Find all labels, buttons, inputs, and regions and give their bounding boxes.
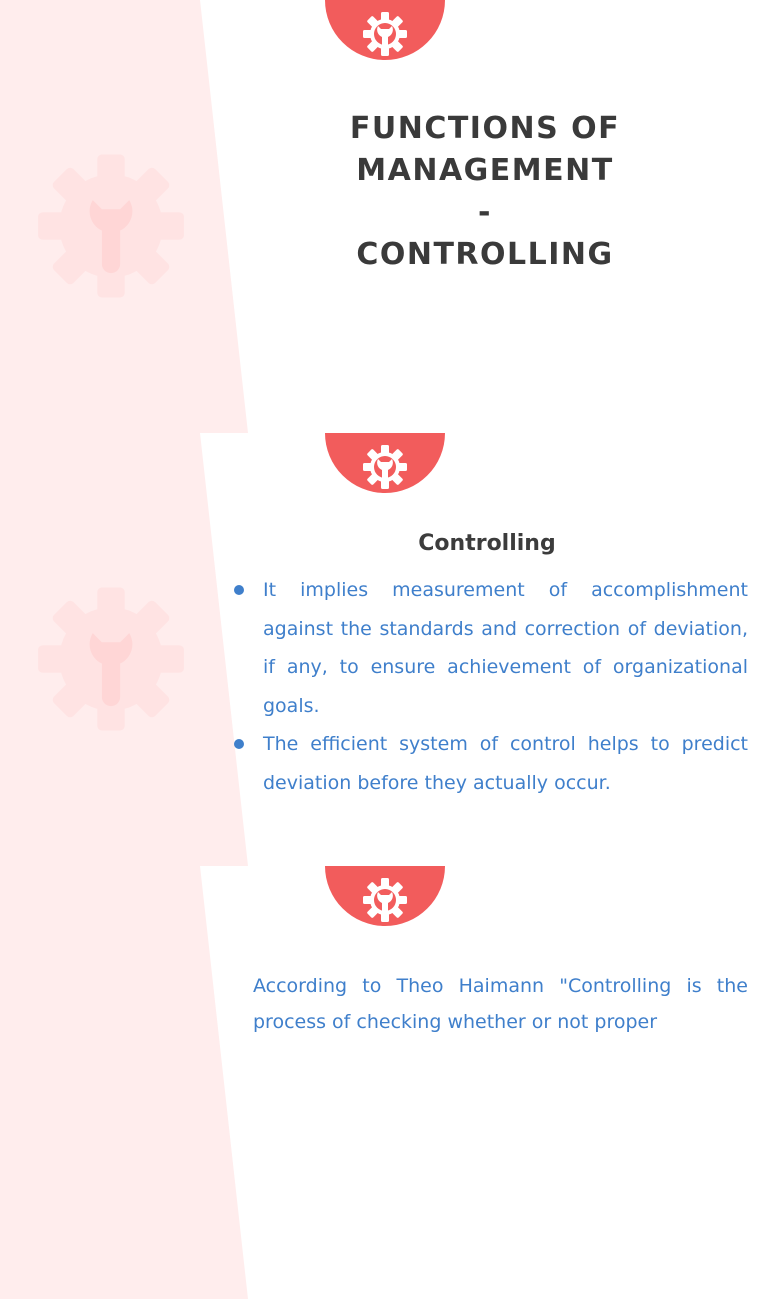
gear-wrench-watermark-icon [35, 575, 187, 743]
gear-wrench-icon [325, 0, 445, 70]
quote-text: According to Theo Haimann "Controlling is the process of checking whether or not proper [253, 975, 748, 1033]
list-item-text: It implies measurement of accomplishment against the standards and correction of deviation, if any, to ensure achievement of organizational goals. [263, 579, 748, 717]
slide-definition [0, 433, 768, 866]
title-line: CONTROLLING [356, 237, 614, 272]
title-line: FUNCTIONS OF [349, 111, 621, 146]
bullet-list [232, 571, 748, 802]
section-heading: Controlling [418, 531, 556, 556]
list-item [232, 725, 748, 802]
gear-wrench-icon [325, 866, 445, 936]
title-line: MANAGEMENT [356, 153, 614, 188]
slide-quote [0, 866, 768, 1299]
title-line: - [478, 195, 492, 230]
list-item-text: The efficient system of control helps to predict deviation before they actually occur. [263, 733, 748, 794]
bullet-dot-icon [234, 739, 244, 749]
list-item [232, 571, 748, 725]
gear-wrench-watermark-icon [35, 142, 187, 310]
gear-wrench-icon [325, 433, 445, 503]
slide-title [0, 0, 768, 433]
bullet-dot-icon [234, 585, 244, 595]
page-title [300, 108, 670, 276]
